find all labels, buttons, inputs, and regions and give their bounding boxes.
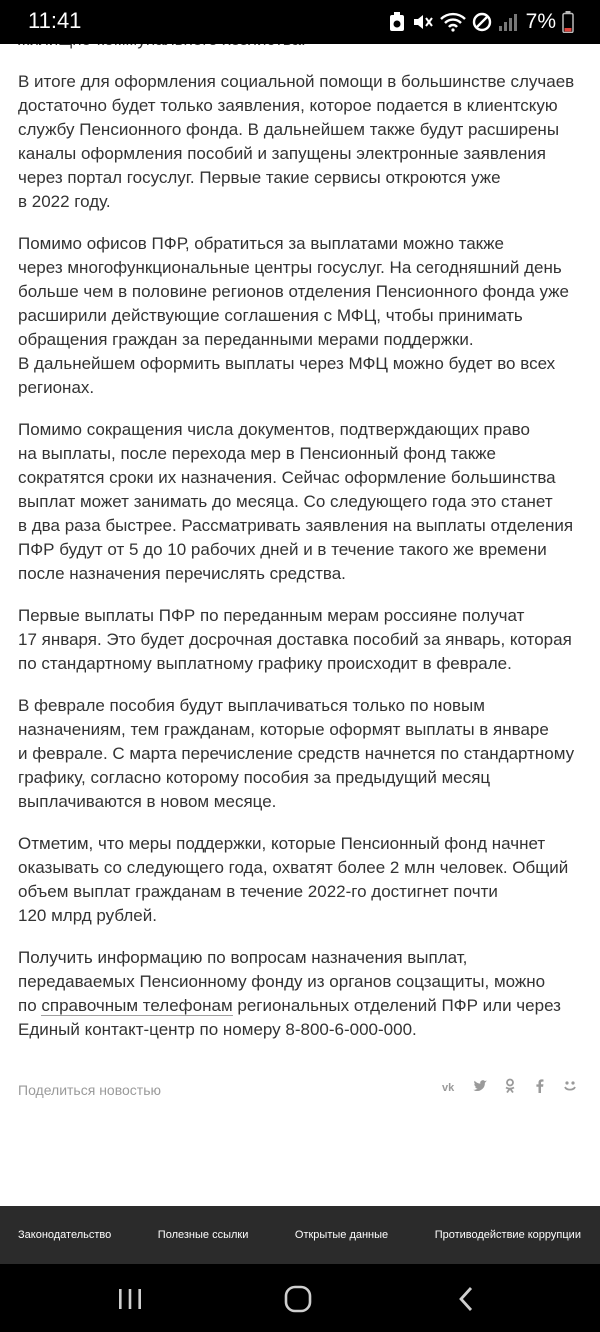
share-icons: [442, 1078, 578, 1094]
article-paragraph-7: [18, 946, 582, 1042]
wifi-icon: [440, 12, 466, 32]
article-paragraph-1: В итоге для оформления социальной помощи в большинстве случаев достаточно будет только заявления, которое подается в клиентскую службу Пенсионного фонда. В дальнейшем также будут расширены каналы оформления пособий и запущены электронные заявления через портал госуслуг. Первые такие сервисы откроются уже в 2022 году.: [18, 72, 575, 211]
footer-link-useful-links[interactable]: Полезные ссылки: [157, 1229, 249, 1241]
reference-phones-link[interactable]: справочным телефонам: [41, 996, 233, 1015]
home-icon[interactable]: [278, 1284, 318, 1314]
share-label: Поделиться новостью: [18, 1082, 161, 1098]
block-icon: [472, 12, 492, 32]
system-nav-bar: [0, 1264, 600, 1332]
footer-link-anti-corruption[interactable]: Противодействие коррупции: [434, 1229, 581, 1241]
article-paragraph-4: Первые выплаты ПФР по переданным мерам россияне получат 17 января. Это будет досрочная доставка пособий за январь, которая по стандартному выплатному графику происходит в феврале.: [18, 606, 572, 673]
article-paragraph-3: Помимо сокращения числа документов, подтверждающих право на выплаты, после перехода мер в Пенсионный фонд также сократятся сроки их назначения. Сейчас оформление большинства выплат может занимать до месяца. Со следующего года это станет в два раза быстрее. Рассматривать заявления на выплаты отделения ПФР будут от 5 до 10 рабочих дней и в течение такого же времени после назначения перечислять средства.: [18, 420, 574, 583]
article-paragraph-2: Помимо офисов ПФР, обратиться за выплатами можно также через многофункциональные центры госуслуг. На сегодняшний день больше чем в половине регионов отделения Пенсионного фонда уже расширили действующие соглашения с МФЦ, чтобы принимать обращения граждан за переданными мерами поддержки. В дальнейшем оформить выплаты через МФЦ можно будет во всех регионах.: [18, 234, 569, 397]
odnoklassniki-icon[interactable]: [502, 1078, 518, 1094]
facebook-icon[interactable]: [532, 1078, 548, 1094]
footer-link-open-data[interactable]: Открытые данные: [294, 1229, 389, 1241]
svg-text:vk: vk: [442, 1082, 455, 1094]
status-time: 11:41: [28, 8, 82, 33]
twitter-icon[interactable]: [472, 1078, 488, 1094]
footer-link-legislation[interactable]: Законодательство: [18, 1229, 112, 1241]
signal-icon: [498, 12, 518, 32]
battery-icon: [562, 11, 574, 33]
mailru-icon[interactable]: [562, 1078, 578, 1094]
contact-text-after: региональных отделений ПФР или через Единый контакт-центр по номеру 8-800-6-000-000.: [18, 996, 561, 1039]
status-bar: [0, 0, 600, 44]
status-icons: [388, 9, 574, 35]
mute-icon: [412, 12, 434, 32]
back-icon[interactable]: [446, 1284, 486, 1314]
recent-apps-icon[interactable]: [110, 1284, 150, 1314]
contact-text-before: Получить информацию по вопросам назначения выплат, передаваемых Пенсионному фонду из органов соцзащиты, можно по: [18, 948, 546, 1015]
site-footer: [0, 1206, 600, 1264]
share-row: [18, 1078, 582, 1104]
article-body: [18, 28, 582, 1060]
article-paragraph-5: В феврале пособия будут выплачиваться только по новым назначениям, тем гражданам, которые оформят выплаты в январе и феврале. С марта перечисление средств начнется по стандартному графику, согласно которому пособия за предыдущий месяц выплачиваются в новом месяце.: [18, 696, 575, 811]
vk-icon[interactable]: [442, 1078, 458, 1094]
article-paragraph-6: Отметим, что меры поддержки, которые Пенсионный фонд начнет оказывать со следующего года, охватят более 2 млн человек. Общий объем выплат гражданам в течение 2022-го достигнет почти 120 млрд рублей.: [18, 834, 569, 925]
battery-level: 7%: [525, 10, 556, 33]
recycle-icon: [388, 12, 406, 32]
